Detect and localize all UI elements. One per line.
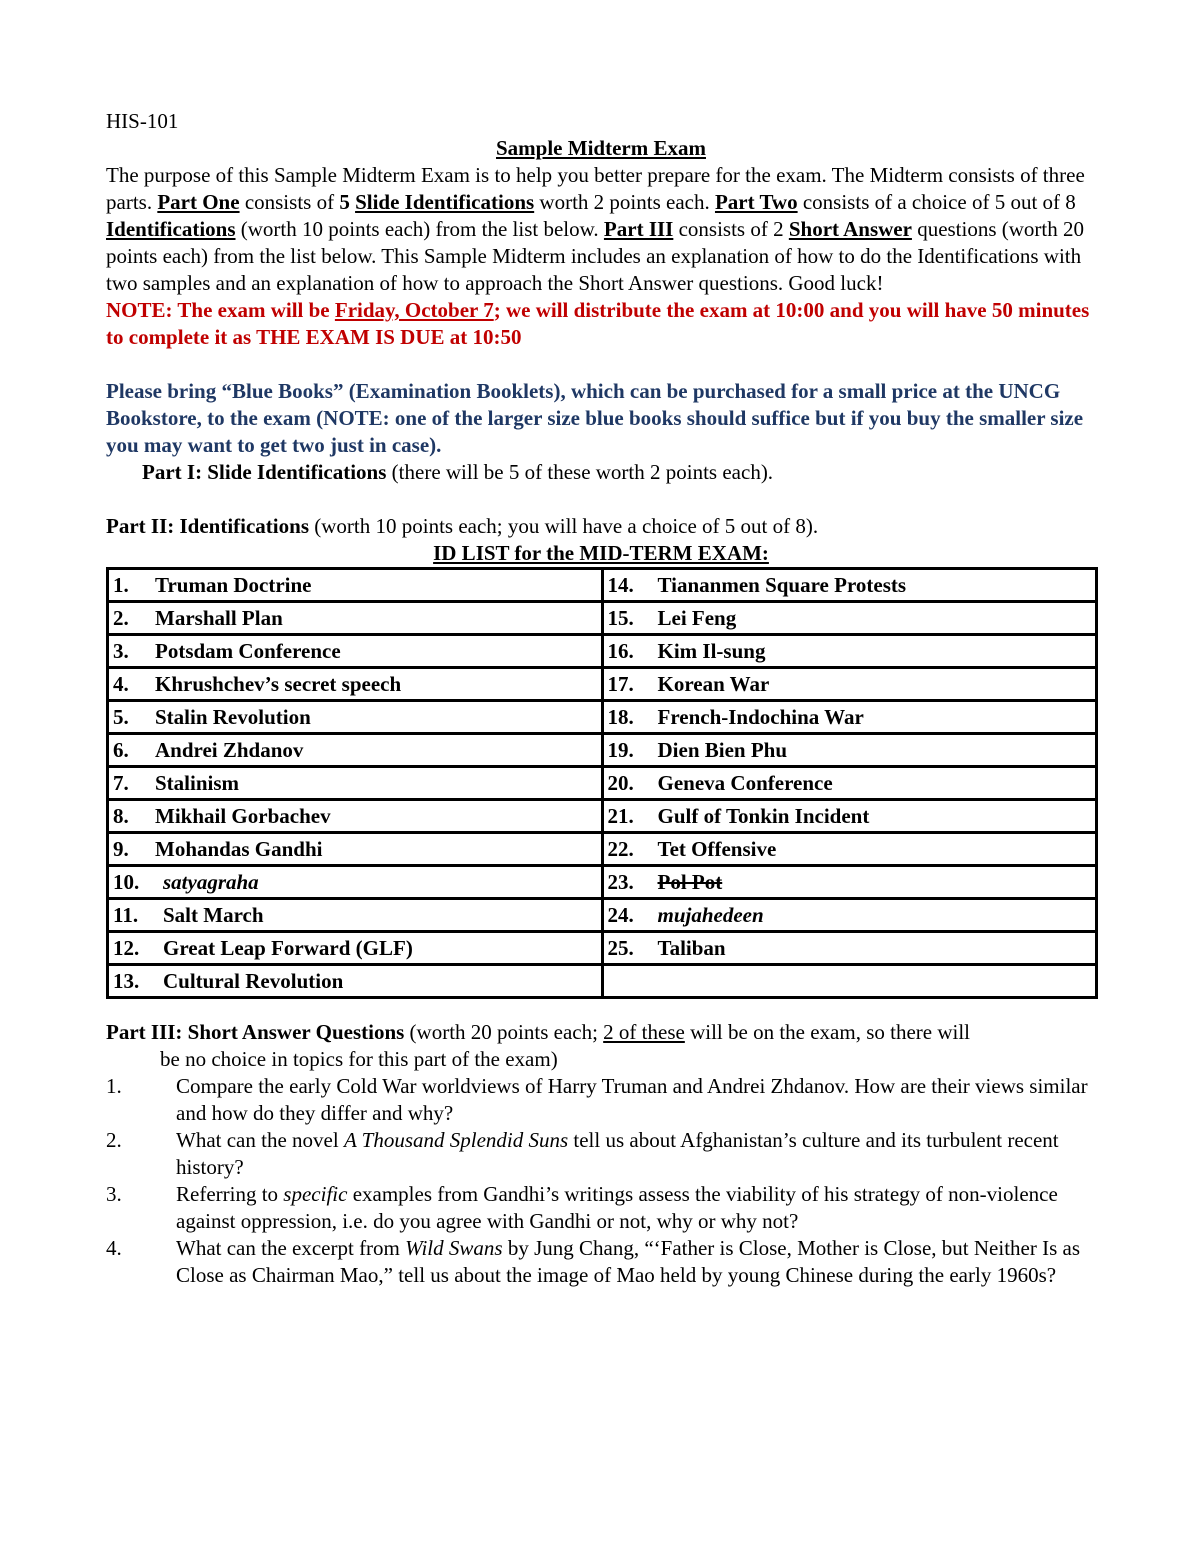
table-row: [108, 767, 1097, 800]
part-three-text-2: will be on the exam, so there will: [684, 1020, 971, 1044]
part-one-description: (there will be 5 of these worth 2 points each).: [386, 460, 774, 484]
short-answer-questions: [106, 1073, 1096, 1289]
list-item: 3. Referring to specific examples from Gandhi’s writings assess the viability of his strategy of non-violence against oppression, i.e. do you agree with Gandhi or not, why or why not?: [106, 1182, 1058, 1233]
id-cell: 7. Stalinism: [108, 767, 603, 800]
spacer: [106, 351, 1096, 378]
id-cell: 20. Geneva Conference: [602, 767, 1097, 800]
short-answer-label: Short Answer: [788, 217, 912, 241]
identifications-label: Identifications: [106, 217, 236, 241]
table-row: [108, 668, 1097, 701]
part-two-title: Part II: Identifications: [106, 514, 309, 538]
note-text-1: NOTE: The exam will be: [106, 298, 335, 322]
part-three-underlined: 2 of these: [603, 1020, 685, 1044]
part-two-label: Part Two: [714, 190, 798, 214]
table-row: [108, 701, 1097, 734]
id-cell-empty: [602, 965, 1097, 998]
id-cell: 4. Khrushchev’s secret speech: [108, 668, 603, 701]
intro-text-4: consists of a choice of 5 out of 8: [797, 190, 1076, 214]
course-code: HIS-101: [106, 109, 179, 133]
exam-date: Friday, October 7: [334, 298, 494, 322]
id-list-table: [106, 567, 1098, 999]
id-cell: 8. Mikhail Gorbachev: [108, 800, 603, 833]
exam-date-note: [106, 297, 1096, 351]
intro-text-6: consists of 2: [673, 217, 789, 241]
five-label: 5: [339, 190, 356, 214]
id-cell: 23. Pol Pot: [602, 866, 1097, 899]
table-row: [108, 800, 1097, 833]
blue-books-note: Please bring “Blue Books” (Examination Booklets), which can be purchased for a small price at the UNCG Bookstore, to the exam (NOTE: one of the larger size blue books should suffice but if you buy the smaller size you may want to get two just in case).: [106, 379, 1084, 457]
id-cell: 16. Kim Il-sung: [602, 635, 1097, 668]
slide-identifications-label: Slide Identifications: [355, 190, 535, 214]
part-three-title: Part III: Short Answer Questions: [106, 1020, 405, 1044]
id-cell: 22. Tet Offensive: [602, 833, 1097, 866]
id-cell: 5. Stalin Revolution: [108, 701, 603, 734]
id-cell: 12. Great Leap Forward (GLF): [108, 932, 603, 965]
part-one-title: Part I: Slide Identifications: [142, 460, 387, 484]
note-text-2: ; we will distribute the exam at 10:00 and you will have 50 minutes to complete it as THE EXAM IS DUE at 10:50: [106, 298, 1090, 349]
table-row: [108, 833, 1097, 866]
table-row: [108, 734, 1097, 767]
list-item: 2. What can the novel A Thousand Splendid Suns tell us about Afghanistan’s culture and its turbulent recent history?: [106, 1128, 1059, 1179]
id-cell: 19. Dien Bien Phu: [602, 734, 1097, 767]
part-three-label: Part III: [603, 217, 674, 241]
table-row: [108, 635, 1097, 668]
part-three-heading: [106, 1019, 1096, 1046]
table-row: [108, 569, 1097, 602]
part-three-continuation: be no choice in topics for this part of the exam): [160, 1047, 558, 1071]
intro-text-2: consists of: [239, 190, 340, 214]
table-row: [108, 932, 1097, 965]
intro-text-7: questions (worth 20 points each) from the list below. This Sample Midterm includes an explanation of how to do the Identifications with two samples and an explanation of how to approach the Short Answer questions. Good luck!: [106, 217, 1085, 295]
table-row: [108, 965, 1097, 998]
id-cell: 15. Lei Feng: [602, 602, 1097, 635]
part-two-description: (worth 10 points each; you will have a choice of 5 out of 8).: [309, 514, 819, 538]
part-one-heading: [106, 459, 1096, 486]
list-item: 4. What can the excerpt from Wild Swans by Jung Chang, “‘Father is Close, Mother is Close, but Neither Is as Close as Chairman Mao,” tell us about the image of Mao held by young Chinese during the early 1960s?: [106, 1236, 1081, 1287]
table-row: [108, 866, 1097, 899]
part-two-heading: [106, 513, 1096, 540]
part-one-label: Part One: [157, 190, 240, 214]
id-cell: 10. satyagraha: [108, 866, 603, 899]
id-cell: 9. Mohandas Gandhi: [108, 833, 603, 866]
id-cell: 14. Tiananmen Square Protests: [602, 569, 1097, 602]
id-cell: 6. Andrei Zhdanov: [108, 734, 603, 767]
intro-text-3: worth 2 points each.: [534, 190, 715, 214]
id-cell: 17. Korean War: [602, 668, 1097, 701]
id-cell: 1. Truman Doctrine: [108, 569, 603, 602]
part-three-text-1: (worth 20 points each;: [404, 1020, 604, 1044]
id-cell: 21. Gulf of Tonkin Incident: [602, 800, 1097, 833]
id-cell: 11. Salt March: [108, 899, 603, 932]
table-row: [108, 899, 1097, 932]
id-list-title: ID LIST for the MID-TERM EXAM:: [433, 541, 769, 565]
id-cell: 25. Taliban: [602, 932, 1097, 965]
id-cell: 18. French-Indochina War: [602, 701, 1097, 734]
intro-text-5: (worth 10 points each) from the list below.: [235, 217, 604, 241]
spacer: [106, 486, 1096, 513]
id-cell: 13. Cultural Revolution: [108, 965, 603, 998]
table-row: [108, 602, 1097, 635]
exam-title: Sample Midterm Exam: [496, 136, 706, 160]
id-cell: 24. mujahedeen: [602, 899, 1097, 932]
id-cell: 3. Potsdam Conference: [108, 635, 603, 668]
intro-paragraph: [106, 162, 1096, 297]
intro-text-1: The purpose of this Sample Midterm Exam is to help you better prepare for the exam. The Midterm consists of three parts.: [106, 163, 1085, 214]
list-item: 1. Compare the early Cold War worldviews of Harry Truman and Andrei Zhdanov. How are their views similar and how do they differ and why?: [106, 1074, 1088, 1125]
document-body: [106, 108, 1096, 1289]
id-cell: 2. Marshall Plan: [108, 602, 603, 635]
